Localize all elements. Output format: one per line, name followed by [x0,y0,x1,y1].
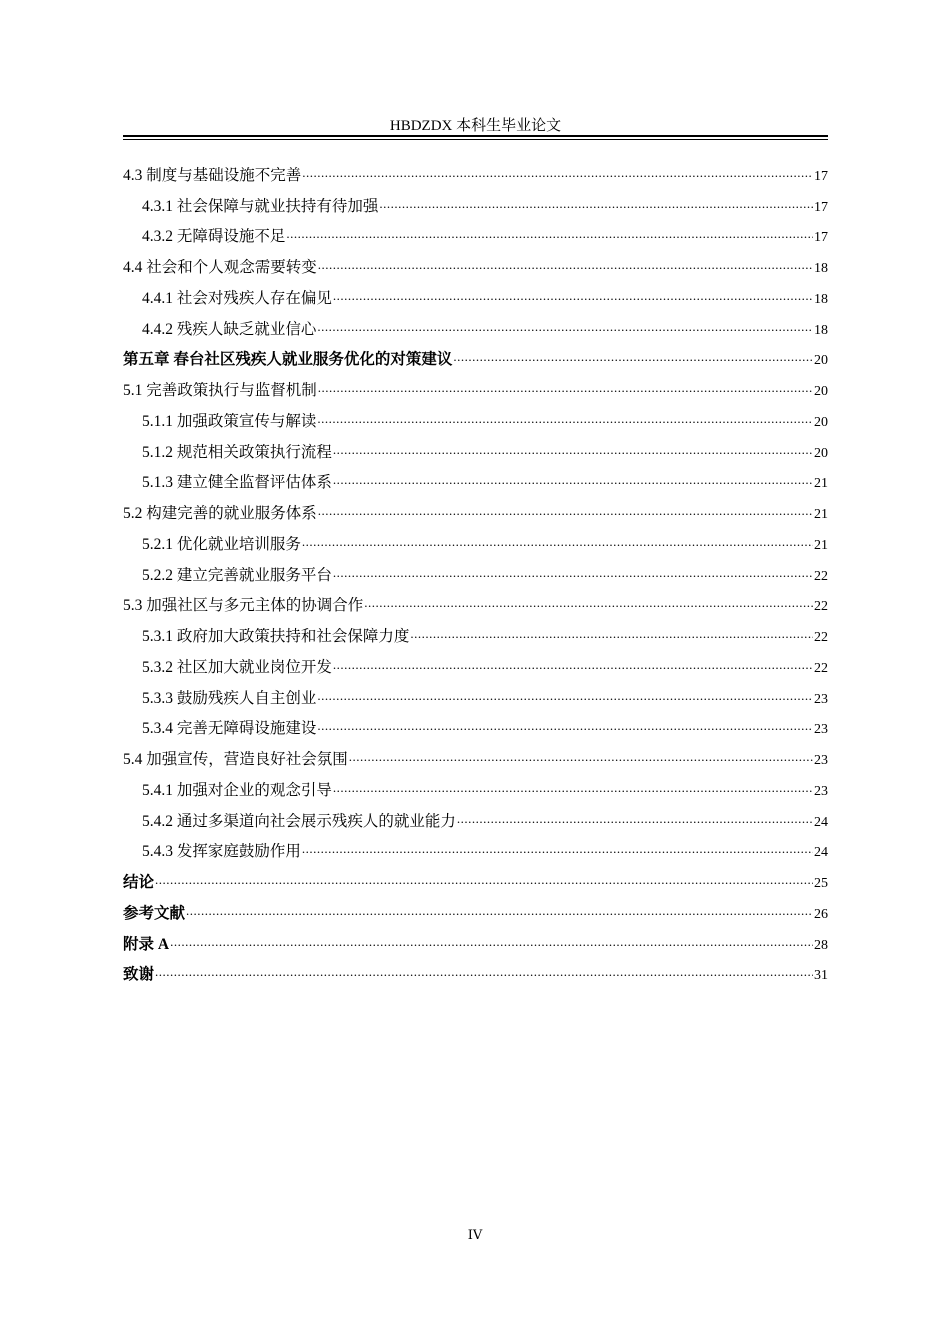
toc-entry-page: 22 [814,660,828,676]
toc-entry-title: 5.1.1 加强政策宣传与解读 [142,412,317,430]
toc-dot-leader [364,595,813,611]
toc-entry-page: 23 [814,722,828,738]
toc-entry-title: 5.3 加强社区与多元主体的协调合作 [123,597,364,615]
toc-entry[interactable] [123,523,828,554]
toc-entry-title: 4.4.2 残疾人缺乏就业信心 [142,320,317,338]
toc-entry[interactable] [123,831,828,862]
toc-entry[interactable] [123,185,828,216]
toc-entry-title: 5.4.3 发挥家庭鼓励作用 [142,843,301,861]
toc-entry-page: 24 [814,814,828,830]
toc-entry[interactable] [123,154,828,185]
toc-entry-title: 4.3.1 社会保障与就业扶持有待加强 [142,197,379,215]
toc-entry[interactable] [123,769,828,800]
toc-dot-leader [333,780,813,796]
toc-entry-title: 5.1.2 规范相关政策执行流程 [142,443,332,461]
toc-entry-title: 第五章 春台社区残疾人就业服务优化的对策建议 [123,351,453,369]
toc-entry-page: 21 [814,537,828,553]
toc-dot-leader [333,288,813,304]
toc-entry[interactable] [123,861,828,892]
toc-entry-page: 20 [814,353,828,369]
toc-dot-leader [155,964,813,980]
toc-entry[interactable] [123,923,828,954]
toc-entry-page: 20 [814,445,828,461]
toc-entry-title: 5.3.4 完善无障碍设施建设 [142,720,317,738]
toc-entry-page: 23 [814,753,828,768]
toc-entry-title: 5.4 加强宣传，营造良好社会氛围 [123,751,348,768]
toc-entry-title: 4.4.1 社会对残疾人存在偏见 [142,289,332,307]
toc-dot-leader [349,749,813,765]
toc-dot-leader [317,718,813,734]
toc-entry-page: 22 [814,599,828,615]
toc-entry[interactable] [123,400,828,431]
toc-entry-title: 5.3.2 社区加大就业岗位开发 [142,658,332,676]
toc-entry-title: 4.4 社会和个人观念需要转变 [123,259,317,276]
toc-dot-leader [318,380,813,396]
toc-entry-title: 5.1 完善政策执行与监督机制 [123,382,317,399]
toc-entry-page: 20 [814,384,828,399]
toc-entry-page: 25 [814,876,828,891]
toc-dot-leader [333,442,813,458]
toc-dot-leader [186,903,813,919]
page-header: HBDZDX 本科生毕业论文 [389,118,562,134]
toc-entry-page: 21 [814,476,828,492]
toc-entry[interactable] [123,677,828,708]
toc-entry-page: 22 [814,568,828,584]
toc-dot-leader [302,841,813,857]
toc-entry-title: 致谢 [123,966,155,984]
toc-entry[interactable] [123,615,828,646]
toc-dot-leader [286,226,813,242]
toc-entry-page: 23 [814,783,828,799]
toc-dot-leader [333,472,813,488]
toc-entry-page: 17 [814,230,828,246]
toc-entry-page: 18 [814,322,828,338]
toc-entry-page: 18 [814,261,828,276]
toc-entry[interactable] [123,431,828,462]
toc-entry[interactable] [123,462,828,493]
toc-entry-page: 28 [814,937,828,953]
toc-entry-page: 18 [814,291,828,307]
table-of-contents [123,154,828,984]
toc-entry-title: 参考文献 [123,904,186,922]
page-number: IV [467,1228,483,1243]
toc-entry-page: 26 [814,906,828,922]
toc-dot-leader [302,165,813,181]
toc-dot-leader [333,565,813,581]
toc-dot-leader [333,657,813,673]
toc-entry[interactable] [123,708,828,739]
toc-entry[interactable] [123,277,828,308]
toc-entry[interactable] [123,800,828,831]
toc-dot-leader [317,411,813,427]
toc-dot-leader [317,319,813,335]
toc-entry[interactable] [123,492,828,523]
toc-entry[interactable] [123,954,828,985]
toc-dot-leader [170,934,813,950]
toc-entry-page: 31 [814,968,828,984]
toc-entry-title: 4.3 制度与基础设施不完善 [123,166,302,184]
toc-dot-leader [453,349,813,365]
toc-entry-page: 24 [814,845,828,861]
toc-dot-leader [410,626,813,642]
toc-entry[interactable] [123,339,828,370]
toc-entry[interactable] [123,369,828,400]
toc-entry-title: 5.4.1 加强对企业的观念引导 [142,781,332,799]
toc-entry-title: 5.3.1 政府加大政策扶持和社会保障力度 [142,628,410,645]
toc-entry-title: 4.3.2 无障碍设施不足 [142,228,286,246]
toc-entry[interactable] [123,892,828,923]
toc-dot-leader [318,503,813,519]
toc-entry-page: 21 [814,507,828,522]
toc-entry-page: 17 [814,168,828,184]
toc-entry[interactable] [123,646,828,677]
toc-entry[interactable] [123,554,828,585]
toc-entry-title: 5.2.2 建立完善就业服务平台 [142,566,332,584]
toc-entry[interactable] [123,585,828,616]
toc-entry[interactable] [123,308,828,339]
toc-entry-page: 17 [814,199,828,215]
toc-entry-title: 5.3.3 鼓励残疾人自主创业 [142,689,317,707]
toc-dot-leader [155,872,813,888]
toc-dot-leader [457,811,813,827]
toc-entry[interactable] [123,246,828,277]
header-rule-thin [123,139,828,140]
toc-entry-title: 5.2.1 优化就业培训服务 [142,535,301,553]
toc-entry-title: 5.1.3 建立健全监督评估体系 [142,474,332,492]
toc-dot-leader [302,534,813,550]
toc-entry[interactable] [123,738,828,769]
toc-entry-title: 附录 A [123,935,170,953]
toc-dot-leader [317,688,813,704]
toc-entry-title: 5.4.2 通过多渠道向社会展示残疾人的就业能力 [142,812,456,830]
toc-entry[interactable] [123,216,828,247]
toc-entry-title: 结论 [123,874,155,891]
toc-entry-page: 23 [814,691,828,707]
header-rule-thick [123,135,828,137]
toc-entry-page: 20 [814,414,828,430]
toc-entry-title: 5.2 构建完善的就业服务体系 [123,505,317,522]
toc-dot-leader [318,257,813,273]
toc-entry-page: 22 [814,630,828,645]
toc-dot-leader [379,196,813,212]
